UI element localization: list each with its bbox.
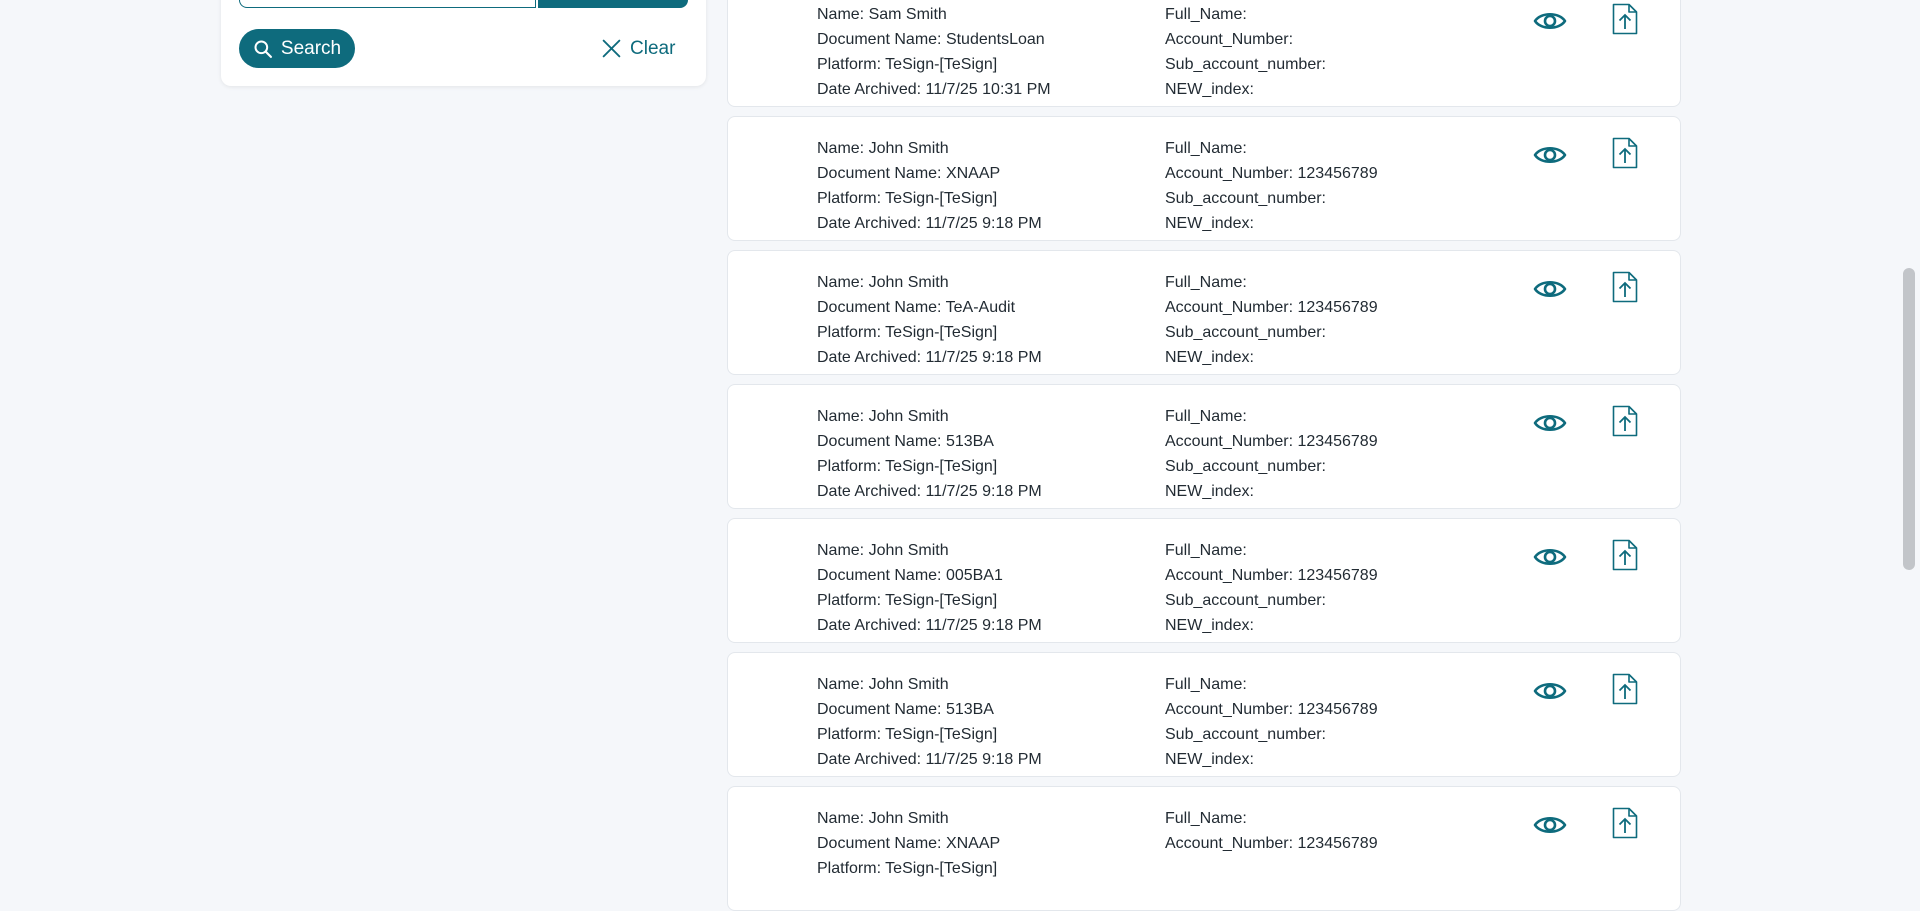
result-full-name: Full_Name: — [1165, 542, 1247, 559]
search-button[interactable] — [239, 29, 355, 68]
result-name: Name: John Smith — [817, 408, 949, 425]
result-new-index: NEW_index: — [1165, 483, 1254, 500]
result-platform: Platform: TeSign-[TeSign] — [817, 860, 998, 877]
result-sub-account-number: Sub_account_number: — [1165, 190, 1326, 207]
result-card — [727, 116, 1681, 241]
file-upload-icon[interactable] — [1612, 271, 1638, 303]
file-upload-icon[interactable] — [1612, 3, 1638, 35]
result-sub-account-number: Sub_account_number: — [1165, 324, 1326, 341]
result-name: Name: John Smith — [817, 542, 949, 559]
file-upload-icon[interactable] — [1612, 539, 1638, 571]
result-name: Name: John Smith — [817, 274, 949, 291]
result-account-number: Account_Number: 123456789 — [1165, 165, 1378, 182]
result-account-number: Account_Number: 123456789 — [1165, 433, 1378, 450]
result-account-number: Account_Number: — [1165, 31, 1294, 48]
result-details-right — [1165, 672, 1378, 772]
result-date-archived: Date Archived: 11/7/25 9:18 PM — [817, 483, 1042, 500]
result-details-left — [817, 672, 1042, 772]
result-document-name: Document Name: 513BA — [817, 433, 994, 450]
result-name: Name: Sam Smith — [817, 6, 947, 23]
result-sub-account-number: Sub_account_number: — [1165, 592, 1326, 609]
result-details-right — [1165, 538, 1378, 638]
clear-button-label: Clear — [630, 37, 676, 59]
result-details-right — [1165, 270, 1378, 370]
result-details-left — [817, 404, 1042, 504]
result-new-index: NEW_index: — [1165, 349, 1254, 366]
result-date-archived: Date Archived: 11/7/25 9:18 PM — [817, 751, 1042, 768]
filter-panel — [221, 0, 706, 86]
result-full-name: Full_Name: — [1165, 408, 1247, 425]
eye-icon[interactable] — [1533, 9, 1567, 33]
result-account-number: Account_Number: 123456789 — [1165, 701, 1378, 718]
scrollbar-thumb[interactable] — [1903, 268, 1915, 570]
file-upload-icon[interactable] — [1612, 405, 1638, 437]
search-button-label: Search — [280, 37, 342, 59]
result-new-index: NEW_index: — [1165, 751, 1254, 768]
eye-icon[interactable] — [1533, 679, 1567, 703]
eye-icon[interactable] — [1533, 411, 1567, 435]
result-card — [727, 518, 1681, 643]
result-document-name: Document Name: 005BA1 — [817, 567, 1003, 584]
result-platform: Platform: TeSign-[TeSign] — [817, 458, 998, 475]
result-new-index: NEW_index: — [1165, 81, 1254, 98]
result-details-left — [817, 136, 1042, 236]
clear-button[interactable] — [601, 29, 675, 68]
result-date-archived: Date Archived: 11/7/25 10:31 PM — [817, 81, 1051, 98]
result-details-left — [817, 806, 1000, 881]
result-account-number: Account_Number: 123456789 — [1165, 835, 1378, 852]
result-sub-account-number: Sub_account_number: — [1165, 56, 1326, 73]
filter-input[interactable] — [239, 0, 536, 8]
eye-icon[interactable] — [1533, 277, 1567, 301]
result-document-name: Document Name: 513BA — [817, 701, 994, 718]
result-full-name: Full_Name: — [1165, 140, 1247, 157]
eye-icon[interactable] — [1533, 545, 1567, 569]
eye-icon[interactable] — [1533, 143, 1567, 167]
result-document-name: Document Name: XNAAP — [817, 835, 1001, 852]
result-details-left — [817, 538, 1042, 638]
result-date-archived: Date Archived: 11/7/25 9:18 PM — [817, 617, 1042, 634]
result-name: Name: John Smith — [817, 140, 949, 157]
close-icon — [601, 38, 622, 59]
result-new-index: NEW_index: — [1165, 617, 1254, 634]
result-full-name: Full_Name: — [1165, 6, 1247, 23]
result-full-name: Full_Name: — [1165, 676, 1247, 693]
result-date-archived: Date Archived: 11/7/25 9:18 PM — [817, 215, 1042, 232]
result-details-right — [1165, 404, 1378, 504]
result-platform: Platform: TeSign-[TeSign] — [817, 726, 998, 743]
result-details-left — [817, 2, 1051, 102]
result-card — [727, 786, 1681, 911]
result-card — [727, 0, 1681, 107]
result-document-name: Document Name: TeA-Audit — [817, 299, 1016, 316]
file-upload-icon[interactable] — [1612, 673, 1638, 705]
result-platform: Platform: TeSign-[TeSign] — [817, 592, 998, 609]
eye-icon[interactable] — [1533, 813, 1567, 837]
result-card — [727, 384, 1681, 509]
result-details-right — [1165, 806, 1378, 856]
file-upload-icon[interactable] — [1612, 807, 1638, 839]
result-full-name: Full_Name: — [1165, 810, 1247, 827]
result-name: Name: John Smith — [817, 810, 949, 827]
result-card — [727, 250, 1681, 375]
result-sub-account-number: Sub_account_number: — [1165, 726, 1326, 743]
result-document-name: Document Name: StudentsLoan — [817, 31, 1045, 48]
result-platform: Platform: TeSign-[TeSign] — [817, 324, 998, 341]
result-card — [727, 652, 1681, 777]
result-platform: Platform: TeSign-[TeSign] — [817, 56, 998, 73]
result-platform: Platform: TeSign-[TeSign] — [817, 190, 998, 207]
result-account-number: Account_Number: 123456789 — [1165, 299, 1378, 316]
filter-dropdown[interactable] — [538, 0, 688, 8]
scrollbar[interactable] — [1898, 0, 1920, 847]
result-date-archived: Date Archived: 11/7/25 9:18 PM — [817, 349, 1042, 366]
result-sub-account-number: Sub_account_number: — [1165, 458, 1326, 475]
result-details-right — [1165, 2, 1326, 102]
result-details-right — [1165, 136, 1378, 236]
file-upload-icon[interactable] — [1612, 137, 1638, 169]
result-account-number: Account_Number: 123456789 — [1165, 567, 1378, 584]
search-icon — [253, 39, 273, 59]
result-new-index: NEW_index: — [1165, 215, 1254, 232]
result-full-name: Full_Name: — [1165, 274, 1247, 291]
result-document-name: Document Name: XNAAP — [817, 165, 1001, 182]
result-name: Name: John Smith — [817, 676, 949, 693]
result-details-left — [817, 270, 1042, 370]
